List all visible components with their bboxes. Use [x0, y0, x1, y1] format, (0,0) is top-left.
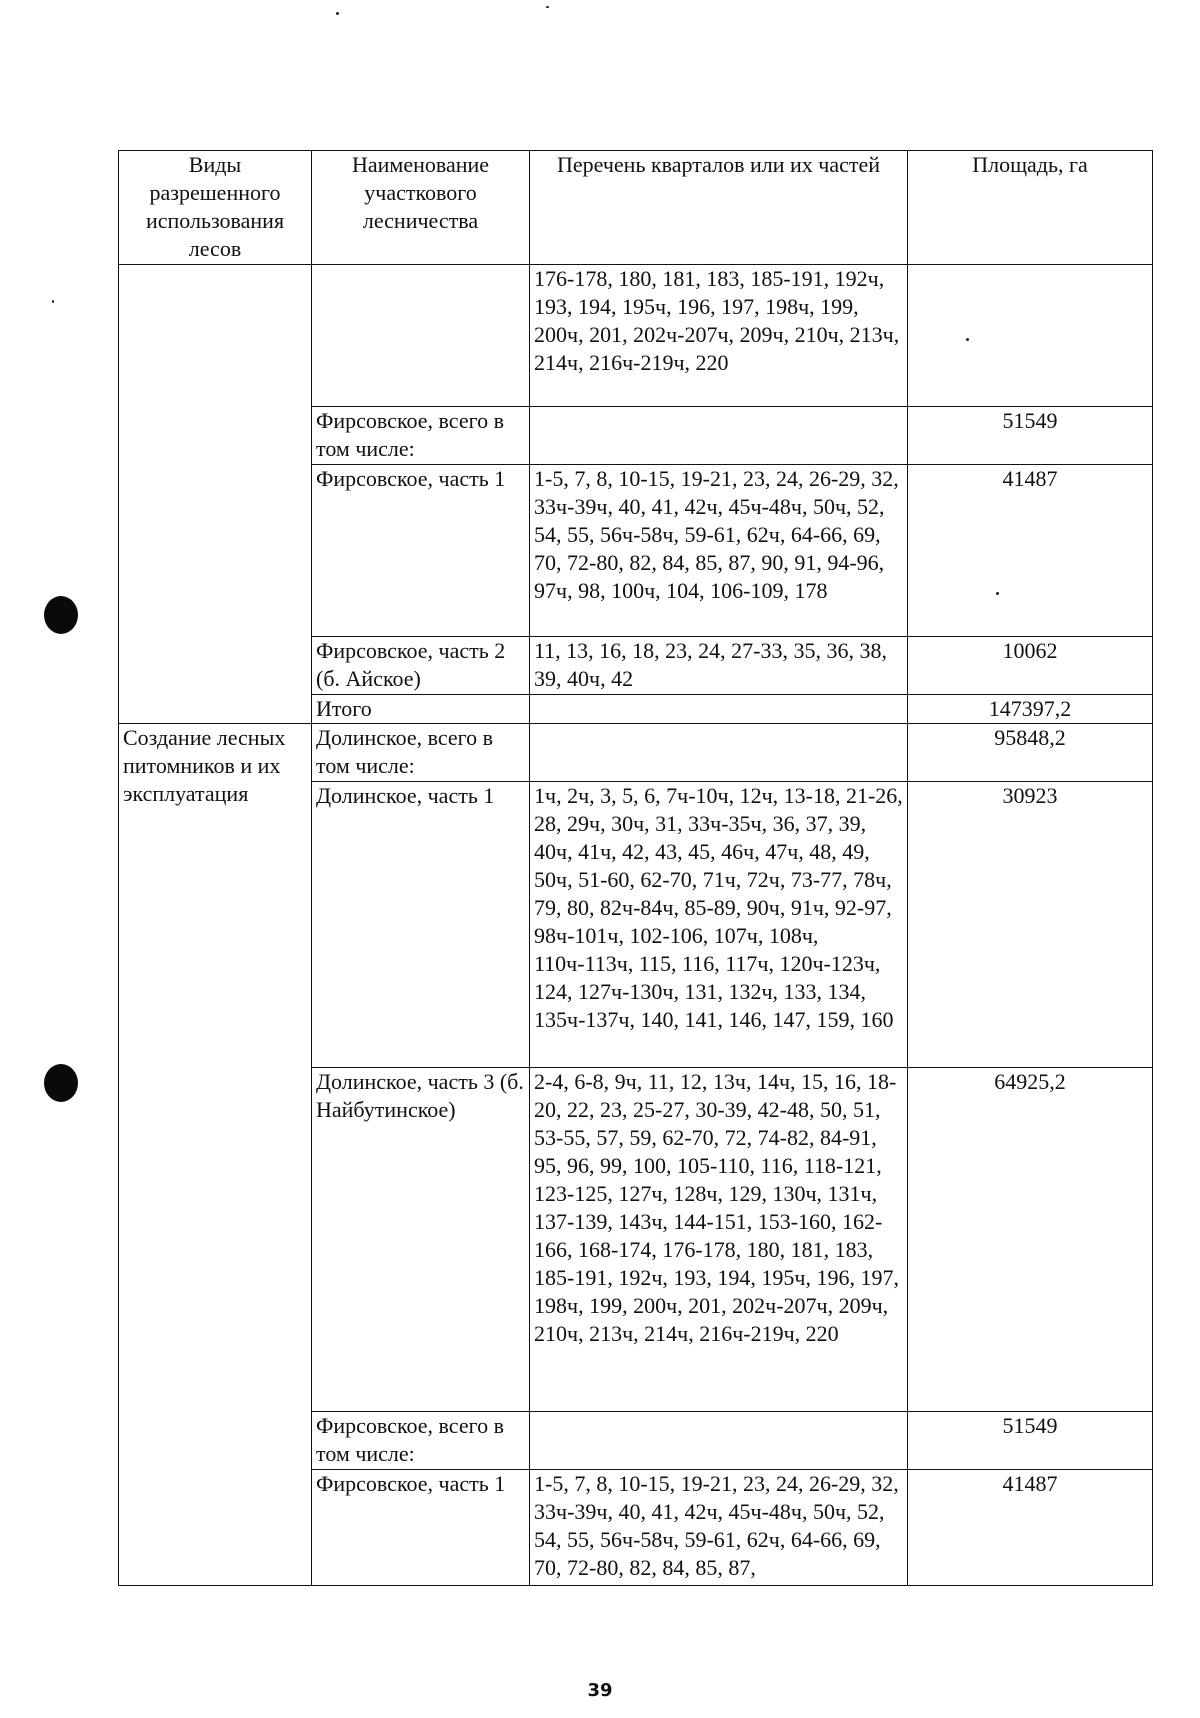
header-area: Площадь, га: [908, 151, 1153, 265]
scan-speck: [546, 6, 549, 8]
forestry-name-cell: Итого: [312, 695, 530, 724]
scan-speck: [52, 300, 54, 303]
quarters-cell: [530, 1412, 908, 1470]
quarters-cell: 2-4, 6-8, 9ч, 11, 12, 13ч, 14ч, 15, 16, 18-20, 22, 23, 25-27, 30-39, 42-48, 50, 51, 53-55, 57, 59, 62-70, 72, 74-82, 84-91, 95, 96, 99, 100, 105-110, 116, 118-121, 123-125, 127ч, 128ч, 129, 130ч, 131ч, 137-139, 143ч, 144-151, 153-160, 162-166, 168-174, 176-178, 180, 181, 183, 185-191, 192ч, 193, 194, 195ч, 196, 197, 198ч, 199, 200ч, 201, 202ч-207ч, 209ч, 210ч, 213ч, 214ч, 216ч-219ч, 220: [530, 1068, 908, 1412]
scan-speck: [336, 12, 339, 15]
forestry-name-cell: Долинское, часть 1: [312, 782, 530, 1068]
forestry-name-cell: Фирсовское, всего в том числе:: [312, 407, 530, 465]
header-quarters-list: Перечень кварталов или их частей: [530, 151, 908, 265]
quarters-cell: [530, 407, 908, 465]
quarters-cell: [530, 695, 908, 724]
header-usage-type: Виды разрешенного использования лесов: [119, 151, 312, 265]
table-row: [119, 724, 1153, 782]
area-cell: 51549: [908, 1412, 1153, 1470]
area-cell: 41487: [908, 1470, 1153, 1586]
forestry-name-cell: [312, 265, 530, 407]
forestry-name-cell: Фирсовское, часть 2 (б. Айское): [312, 637, 530, 695]
quarters-cell: 11, 13, 16, 18, 23, 24, 27-33, 35, 36, 38, 39, 40ч, 42: [530, 637, 908, 695]
forestry-name-cell: Фирсовское, часть 1: [312, 465, 530, 637]
page-number: 39: [587, 1680, 613, 1701]
area-cell: [908, 265, 1153, 407]
area-cell: 64925,2: [908, 1068, 1153, 1412]
forestry-name-cell: Фирсовское, часть 1: [312, 1470, 530, 1586]
area-cell: 95848,2: [908, 724, 1153, 782]
quarters-cell: 1-5, 7, 8, 10-15, 19-21, 23, 24, 26-29, 32, 33ч-39ч, 40, 41, 42ч, 45ч-48ч, 50ч, 52, 54, 55, 56ч-58ч, 59-61, 62ч, 64-66, 69, 70, 72-80, 82, 84, 85, 87, 90, 91, 94-96, 97ч, 98, 100ч, 104, 106-109, 178: [530, 465, 908, 637]
area-cell: 10062: [908, 637, 1153, 695]
table-header-row: [119, 151, 1153, 265]
forestry-name-cell: Долинское, всего в том числе:: [312, 724, 530, 782]
area-cell: 147397,2: [908, 695, 1153, 724]
area-cell: 30923: [908, 782, 1153, 1068]
punch-hole-mark: [44, 1064, 78, 1102]
area-cell: 41487: [908, 465, 1153, 637]
quarters-cell: 1-5, 7, 8, 10-15, 19-21, 23, 24, 26-29, 32, 33ч-39ч, 40, 41, 42ч, 45ч-48ч, 50ч, 52, 54, 55, 56ч-58ч, 59-61, 62ч, 64-66, 69, 70, 72-80, 82, 84, 85, 87,: [530, 1470, 908, 1586]
forestry-name-cell: Долинское, часть 3 (б. Найбутинское): [312, 1068, 530, 1412]
punch-hole-mark: [44, 596, 78, 634]
usage-type-cell: Создание лесных питомников и их эксплуатация: [119, 724, 312, 1586]
area-cell: 51549: [908, 407, 1153, 465]
usage-type-cell: [119, 265, 312, 724]
header-forestry-name: Наименование участкового лесничества: [312, 151, 530, 265]
table-row: [119, 265, 1153, 407]
quarters-cell: [530, 724, 908, 782]
forest-quarters-table: [118, 150, 1153, 1586]
forestry-name-cell: Фирсовское, всего в том числе:: [312, 1412, 530, 1470]
quarters-cell: 176-178, 180, 181, 183, 185-191, 192ч, 193, 194, 195ч, 196, 197, 198ч, 199, 200ч, 201, 202ч-207ч, 209ч, 210ч, 213ч, 214ч, 216ч-219ч, 220: [530, 265, 908, 407]
quarters-cell: 1ч, 2ч, 3, 5, 6, 7ч-10ч, 12ч, 13-18, 21-26, 28, 29ч, 30ч, 31, 33ч-35ч, 36, 37, 39, 40ч, 41ч, 42, 43, 45, 46ч, 47ч, 48, 49, 50ч, 51-60, 62-70, 71ч, 72ч, 73-77, 78ч, 79, 80, 82ч-84ч, 85-89, 90ч, 91ч, 92-97, 98ч-101ч, 102-106, 107ч, 108ч, 110ч-113ч, 115, 116, 117ч, 120ч-123ч, 124, 127ч-130ч, 131, 132ч, 133, 134, 135ч-137ч, 140, 141, 146, 147, 159, 160: [530, 782, 908, 1068]
